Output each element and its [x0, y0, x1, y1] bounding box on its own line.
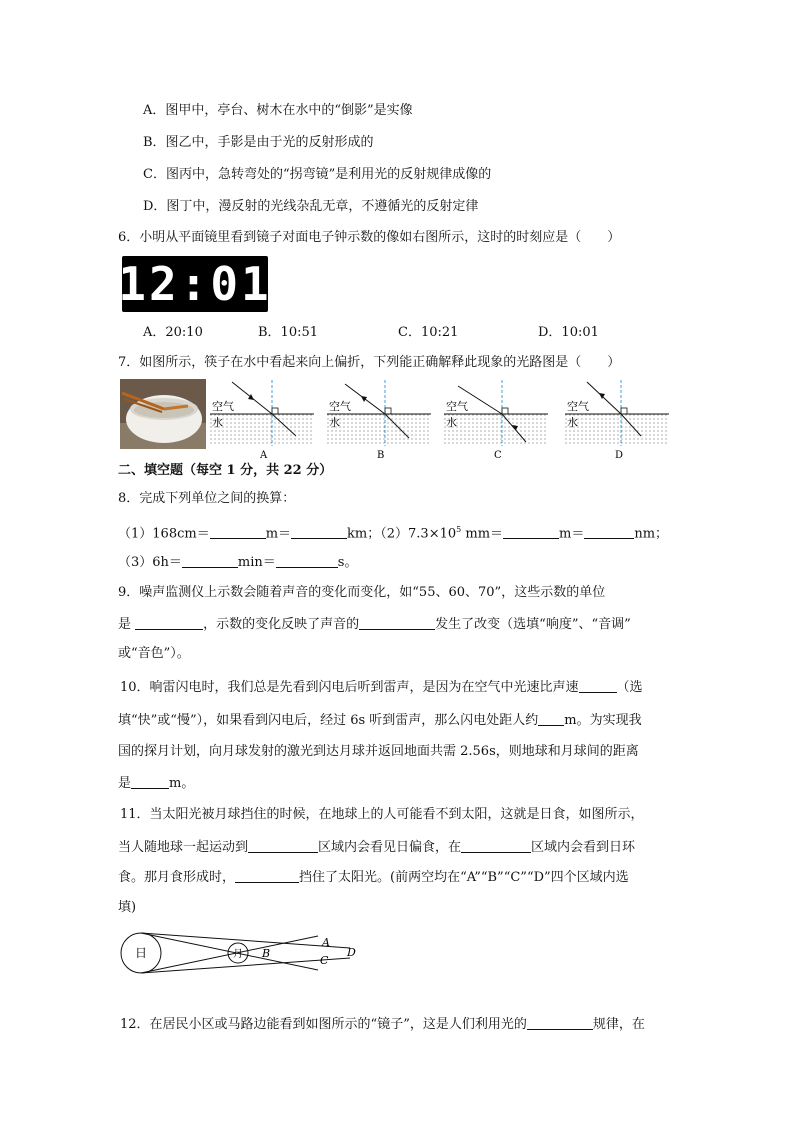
- water-label: 水: [329, 416, 340, 429]
- region-b-label: B: [262, 947, 271, 960]
- q11-line-4: 填): [118, 900, 137, 915]
- region-d-label: D: [347, 946, 356, 959]
- chopstick-bowl-photo: [120, 379, 206, 449]
- digital-clock: [118, 256, 272, 312]
- q8-part-1: （1）168cm＝: [118, 526, 210, 542]
- q5-option-c: C．图丙中，急转弯处的“拐弯镜”是利用光的反射规律成像的: [143, 167, 492, 182]
- q10-line-2: 填“快”或“慢”），如果看到闪电后，经过 6s 听到雷声，那么闪电处距人约 m。为实现我: [118, 713, 642, 728]
- q5-option-d: D．图丁中，漫反射的光线杂乱无章，不遵循光的反射定律: [143, 199, 479, 214]
- q6-option-d: D．10:01: [538, 325, 599, 340]
- air-label: 空气: [567, 400, 589, 413]
- q7-text: 7．如图所示，筷子在水中看起来向上偏折，下列能正确解释此现象的光路图是（ ）: [118, 355, 621, 370]
- q10-line-1: 10．响雷闪电时，我们总是先看到闪电后听到雷声，是因为在空气中光速比声速 （选: [120, 680, 643, 695]
- air-label: 空气: [212, 400, 234, 413]
- region-a-label: A: [322, 936, 330, 949]
- sun-label: 日: [134, 946, 148, 960]
- blank[interactable]: [579, 678, 617, 693]
- air-label: 空气: [446, 400, 468, 413]
- blank[interactable]: [527, 1015, 593, 1030]
- diagram-label-d: D: [615, 450, 624, 460]
- refraction-diagram-b: [327, 378, 431, 460]
- diagram-label-c: C: [494, 450, 502, 460]
- q6-option-a: A．20:10: [143, 325, 203, 340]
- blank[interactable]: [235, 868, 299, 883]
- q8-text: 8．完成下列单位之间的换算：: [118, 491, 296, 506]
- section-2-heading: 二、填空题（每空 1 分，共 22 分）: [118, 463, 333, 478]
- q8-part-2: （2）7.3×10: [380, 526, 457, 542]
- region-c-label: C: [320, 954, 329, 967]
- blank[interactable]: [131, 774, 169, 789]
- blank[interactable]: [210, 524, 266, 539]
- q12-line-1: 12．在居民小区或马路边能看到如图所示的“镜子”，这是人们利用光的 规律，在: [120, 1017, 645, 1032]
- diagram-label-a: A: [260, 450, 268, 460]
- water-label: 水: [446, 416, 457, 429]
- refraction-diagram-c: [444, 378, 548, 460]
- q8-part-3: （3）6h＝: [118, 555, 182, 570]
- solar-eclipse-diagram: [118, 926, 368, 980]
- blank[interactable]: [248, 838, 318, 853]
- blank[interactable]: [135, 615, 203, 630]
- clock-display: 12:01: [118, 257, 272, 311]
- blank[interactable]: [503, 524, 559, 539]
- blank[interactable]: [538, 711, 564, 726]
- water-label: 水: [212, 416, 223, 429]
- blank[interactable]: [584, 524, 634, 539]
- blank[interactable]: [276, 553, 338, 568]
- blank[interactable]: [291, 524, 347, 539]
- q10-line-3: 国的探月计划，向月球发射的激光到达月球并返回地面共需 2.56s，则地球和月球间的距离: [118, 744, 639, 759]
- q5-option-a: A．图甲中，亭台、树木在水中的“倒影”是实像: [143, 103, 413, 118]
- blank[interactable]: [182, 553, 238, 568]
- blank[interactable]: [461, 838, 531, 853]
- q6-text: 6．小明从平面镜里看到镜子对面电子钟示数的像如右图所示，这时的时刻应是（ ）: [118, 230, 621, 245]
- q8-line-2: （3）6h＝ min＝ s。: [118, 555, 358, 570]
- q8-line-1: （1）168cm＝ m＝ km；$(2)7.3\times 10^5$ mm＝ m＝ nm；: [118, 525, 669, 542]
- q9-line-2: 是 ，示数的变化反映了声音的 发生了改变（选填“响度”、“音调”: [118, 617, 631, 632]
- air-label: 空气: [329, 400, 351, 413]
- q6-option-c: C．10:21: [398, 325, 459, 340]
- q11-line-3: 食。那月食形成时， 挡住了太阳光。(前两空均在“A”“B”“C”“D”四个区域内选: [118, 870, 629, 885]
- q5-option-b: B．图乙中，手影是由于光的反射形成的: [143, 135, 374, 150]
- q11-line-2: 当人随地球一起运动到 区域内会看见日偏食，在 区域内会看到日环: [118, 840, 636, 855]
- q11-line-1: 11．当太阳光被月球挡住的时候，在地球上的人可能看不到太阳，这就是日食，如图所示，: [120, 807, 644, 822]
- q10-line-4: 是 m。: [118, 776, 195, 791]
- refraction-diagram-d: [565, 378, 669, 460]
- q9-line-3: 或“音色”）。: [118, 646, 190, 661]
- moon-label: 月: [233, 949, 243, 960]
- water-label: 水: [567, 416, 578, 429]
- diagram-label-b: B: [377, 450, 385, 460]
- blank[interactable]: [359, 615, 435, 630]
- q6-option-b: B．10:51: [258, 325, 319, 340]
- q9-line-1: 9．噪声监测仪上示数会随着声音的变化而变化，如“55、60、70”，这些示数的单位: [118, 585, 606, 600]
- refraction-diagram-a: [210, 378, 314, 460]
